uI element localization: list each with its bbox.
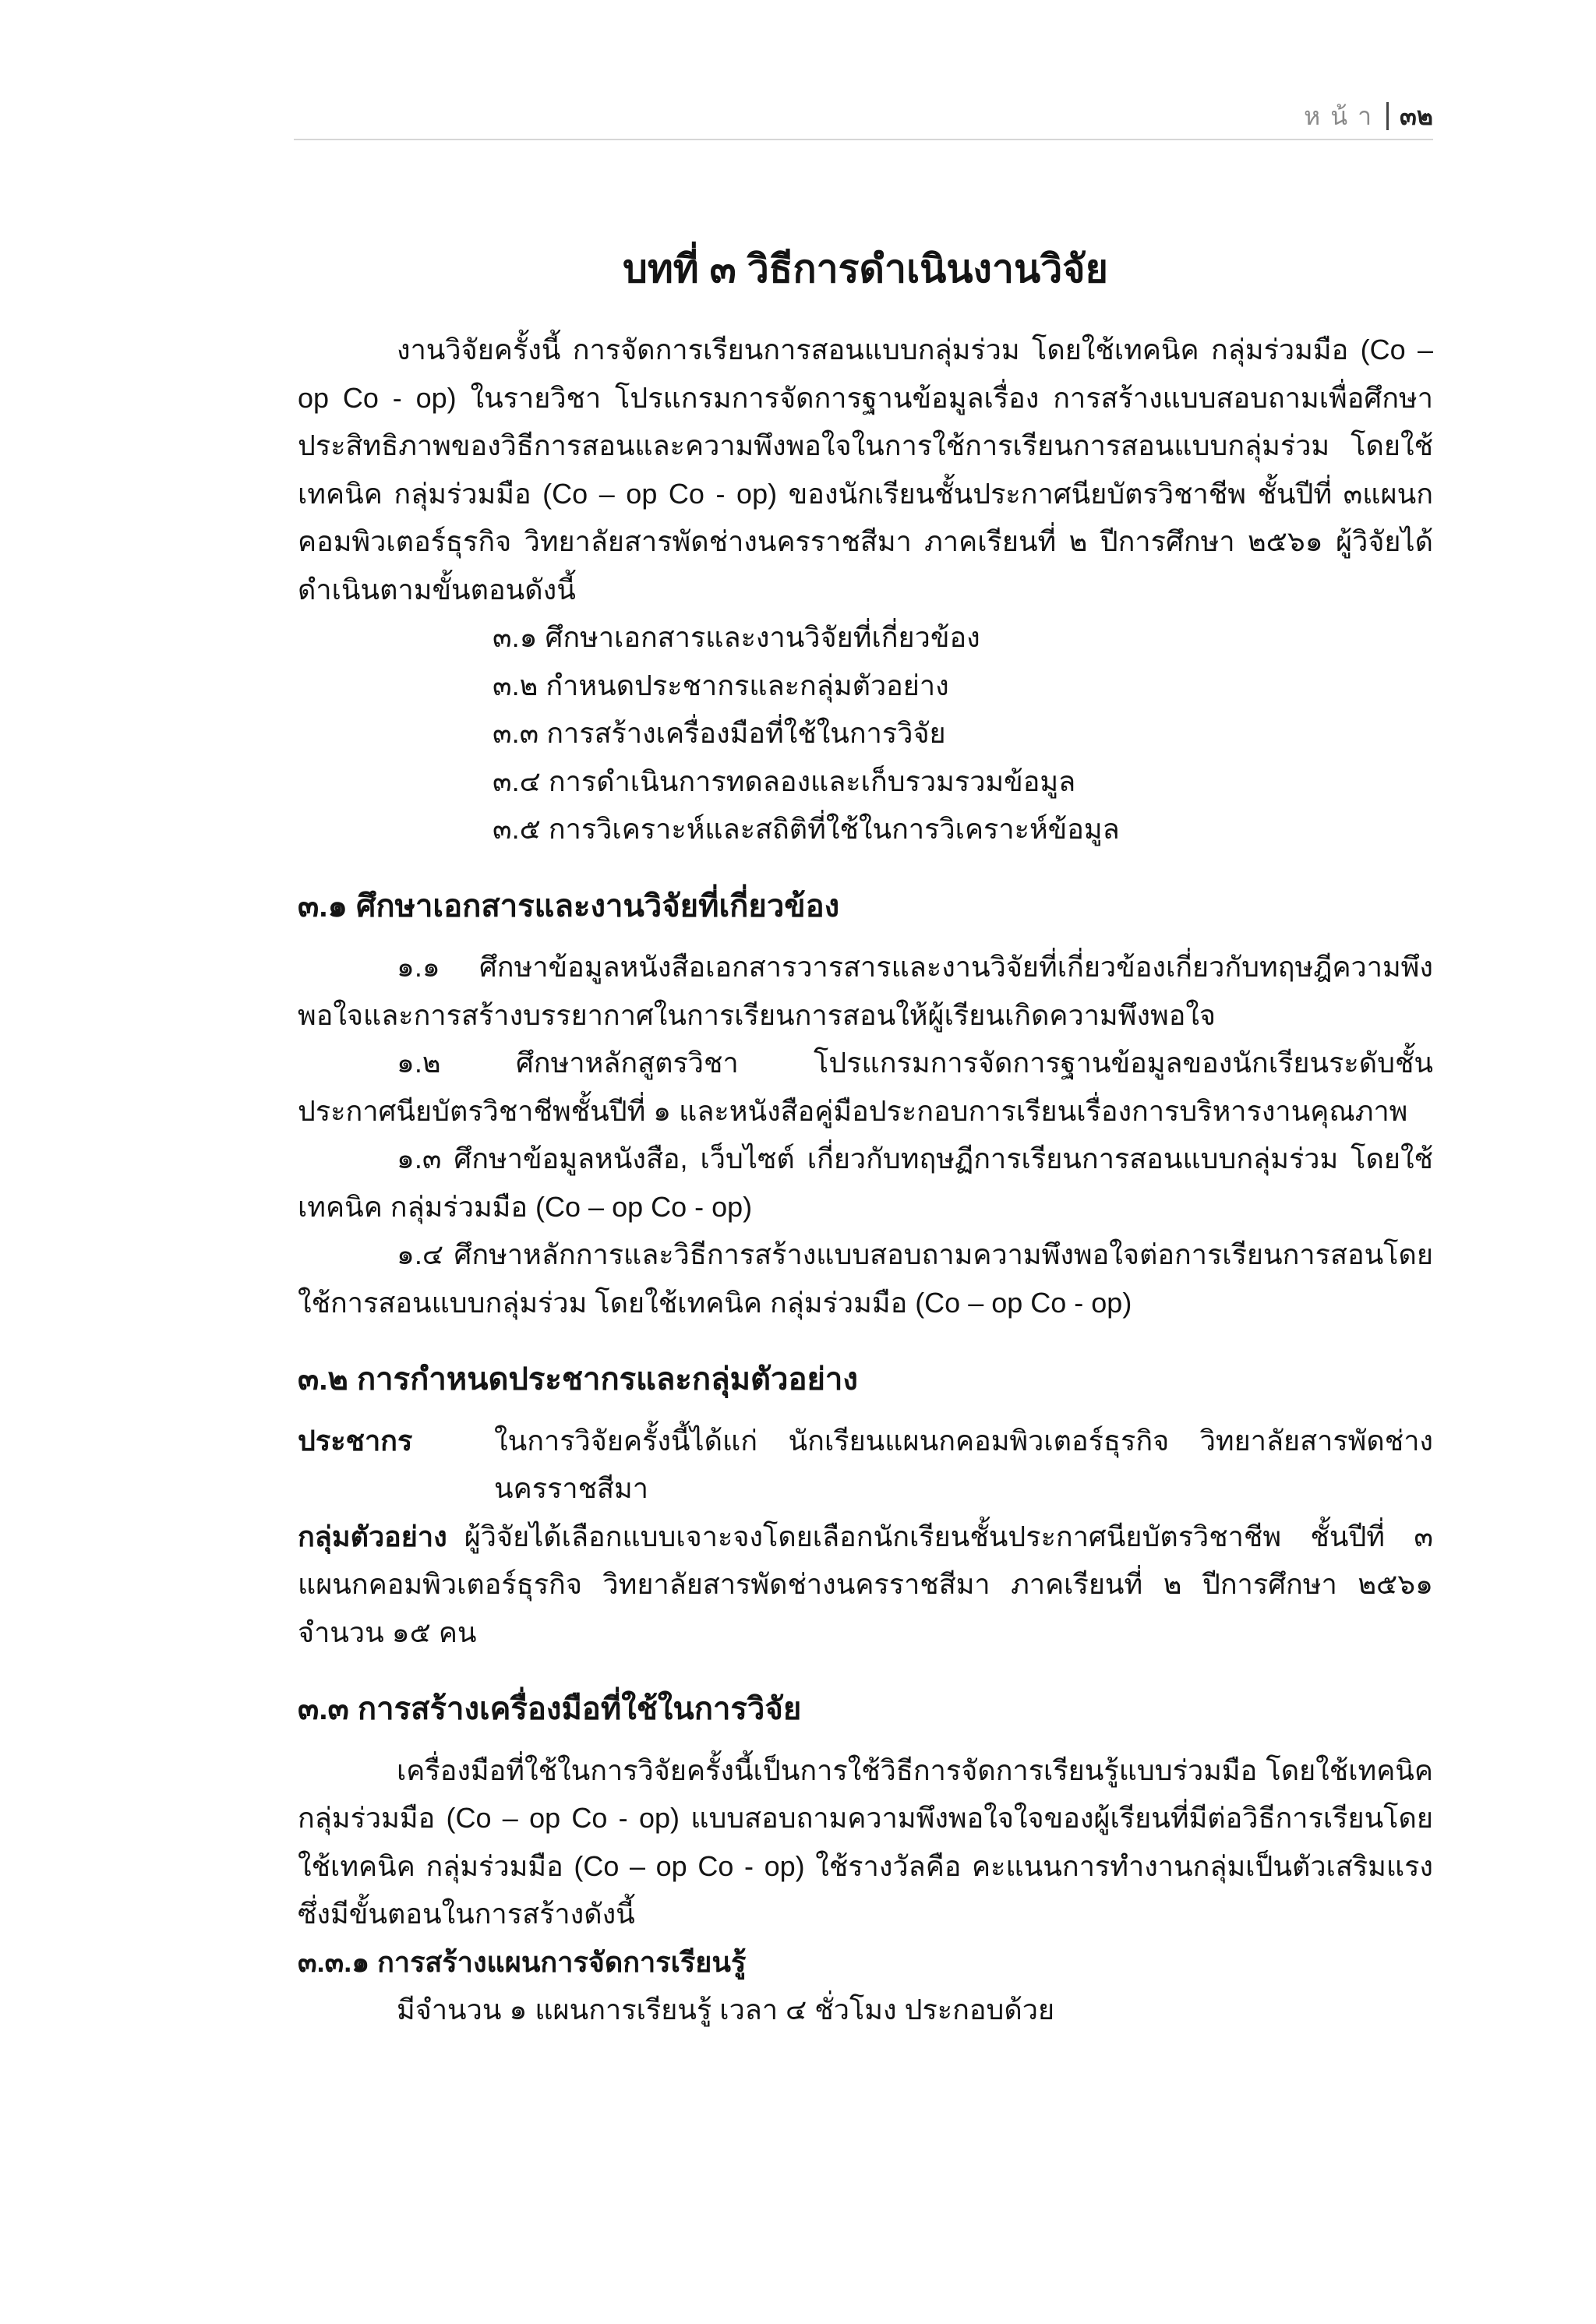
running-header — [1304, 98, 1433, 134]
procedure-step: ๓.๓ การสร้างเครื่องมือที่ใช้ในการวิจัย — [493, 717, 946, 749]
subsection-text: มีจำนวน ๑ แผนการเรียนรู้ เวลา ๔ ชั่วโมง ประกอบด้วย — [397, 1994, 1055, 2026]
header-rule — [294, 139, 1433, 140]
population-definition — [298, 1417, 1433, 1513]
population-label: ประชากร — [298, 1424, 413, 1457]
study-item: ๑.๔ ศึกษาหลักการและวิธีการสร้างแบบสอบถามความพึงพอใจต่อการเรียนการสอนโดยใช้การสอนแบบกลุ่มร่วม โดยใช้เทคนิค กลุ่มร่วมมือ (Co – op Co - op) — [298, 1238, 1433, 1319]
study-item: ๑.๒ ศึกษาหลักสูตรวิชา โปรแกรมการจัดการฐานข้อมูลของนักเรียนระดับชั้นประกาศนียบัตรวิชาชีพชั้นปีที่ ๑ และหนังสือคู่มือประกอบการเรียนเรื่องการบริหารงานคุณภาพ — [298, 1047, 1433, 1127]
page-label: หน้า — [1304, 101, 1382, 130]
page-number: ๓๒ — [1386, 102, 1433, 130]
sample-definition — [298, 1513, 1433, 1657]
procedure-step: ๓.๒ กำหนดประชากรและกลุ่มตัวอย่าง — [493, 669, 949, 701]
page-body — [298, 242, 1433, 2034]
study-item: ๑.๑ ศึกษาข้อมูลหนังสือเอกสารวารสารและงานวิจัยที่เกี่ยวข้องเกี่ยวกับทฤษฎีความพึงพอใจและการสร้างบรรยากาศในการเรียนการสอนให้ผู้เรียนเกิดความพึงพอใจ — [298, 951, 1433, 1031]
procedure-steps-list — [298, 613, 1433, 853]
study-item: ๑.๓ ศึกษาข้อมูลหนังสือ, เว็บไซต์ เกี่ยวกับทฤษฏีการเรียนการสอนแบบกลุ่มร่วม โดยใช้เทคนิค กลุ่มร่วมมือ (Co – op Co - op) — [298, 1143, 1433, 1223]
instrument-paragraph: เครื่องมือที่ใช้ในการวิจัยครั้งนี้เป็นการใช้วิธีการจัดการเรียนรู้แบบร่วมมือ โดยใช้เทคนิค กลุ่มร่วมมือ (Co – op Co - op) แบบสอบถามความพึงพอใจใจของผู้เรียนที่มีต่อวิธีการเรียนโดยใช้เทคนิค กลุ่มร่วมมือ (Co – op Co - op) ใช้รางวัลคือ คะแนนการทำงานกลุ่มเป็นตัวเสริมแรง ซึ่งมีขั้นตอนในการสร้างดังนี้ — [298, 1754, 1433, 1930]
intro-paragraph: งานวิจัยครั้งนี้ การจัดการเรียนการสอนแบบกลุ่มร่วม โดยใช้เทคนิค กลุ่มร่วมมือ (Co – op Co - op) ในรายวิชา โปรแกรมการจัดการฐานข้อมูลเรื่อง การสร้างแบบสอบถามเพื่อศึกษาประสิทธิภาพของวิธีการสอนและความพึงพอใจในการใช้การเรียนการสอนแบบกลุ่มร่วม โดยใช้เทคนิค กลุ่มร่วมมือ (Co – op Co - op) ของนักเรียนชั้นประกาศนียบัตรวิชาชีพ ชั้นปีที่ ๓แผนกคอมพิวเตอร์ธุรกิจ วิทยาลัยสารพัดช่างนครราชสีมา ภาคเรียนที่ ๒ ปีการศึกษา ๒๕๖๑ ผู้วิจัยได้ดำเนินตามขั้นตอนดังนี้ — [298, 334, 1433, 606]
sample-text: ผู้วิจัยได้เลือกแบบเจาะจงโดยเลือกนักเรียนชั้นประกาศนียบัตรวิชาชีพ ชั้นปีที่ ๓ แผนกคอมพิวเตอร์ธุรกิจ วิทยาลัยสารพัดช่างนครราชสีมา ภาคเรียนที่ ๒ ปีการศึกษา ๒๕๖๑ จำนวน ๑๕ คน — [298, 1520, 1433, 1648]
chapter-title: บทที่ ๓ วิธีการดำเนินงานวิจัย — [623, 247, 1108, 291]
procedure-step: ๓.๑ ศึกษาเอกสารและงานวิจัยที่เกี่ยวข้อง — [493, 621, 980, 653]
section-heading-3-3: ๓.๓ การสร้างเครื่องมือที่ใช้ในการวิจัย — [298, 1692, 802, 1726]
population-text: ในการวิจัยครั้งนี้ได้แก่ นักเรียนแผนกคอมพิวเตอร์ธุรกิจ วิทยาลัยสารพัดช่างนครราชสีมา — [494, 1424, 1433, 1504]
section-heading-3-1: ๓.๑ ศึกษาเอกสารและงานวิจัยที่เกี่ยวข้อง — [298, 888, 840, 924]
procedure-step: ๓.๔ การดำเนินการทดลองและเก็บรวมรวมข้อมูล — [493, 765, 1076, 797]
section-heading-3-2: ๓.๒ การกำหนดประชากรและกลุ่มตัวอย่าง — [298, 1362, 858, 1397]
sample-label: กลุ่มตัวอย่าง — [298, 1520, 447, 1552]
procedure-step: ๓.๕ การวิเคราะห์และสถิติที่ใช้ในการวิเคราะห์ข้อมูล — [493, 813, 1120, 845]
subsection-heading-3-3-1: ๓.๓.๑ การสร้างแผนการจัดการเรียนรู้ — [298, 1945, 747, 1978]
